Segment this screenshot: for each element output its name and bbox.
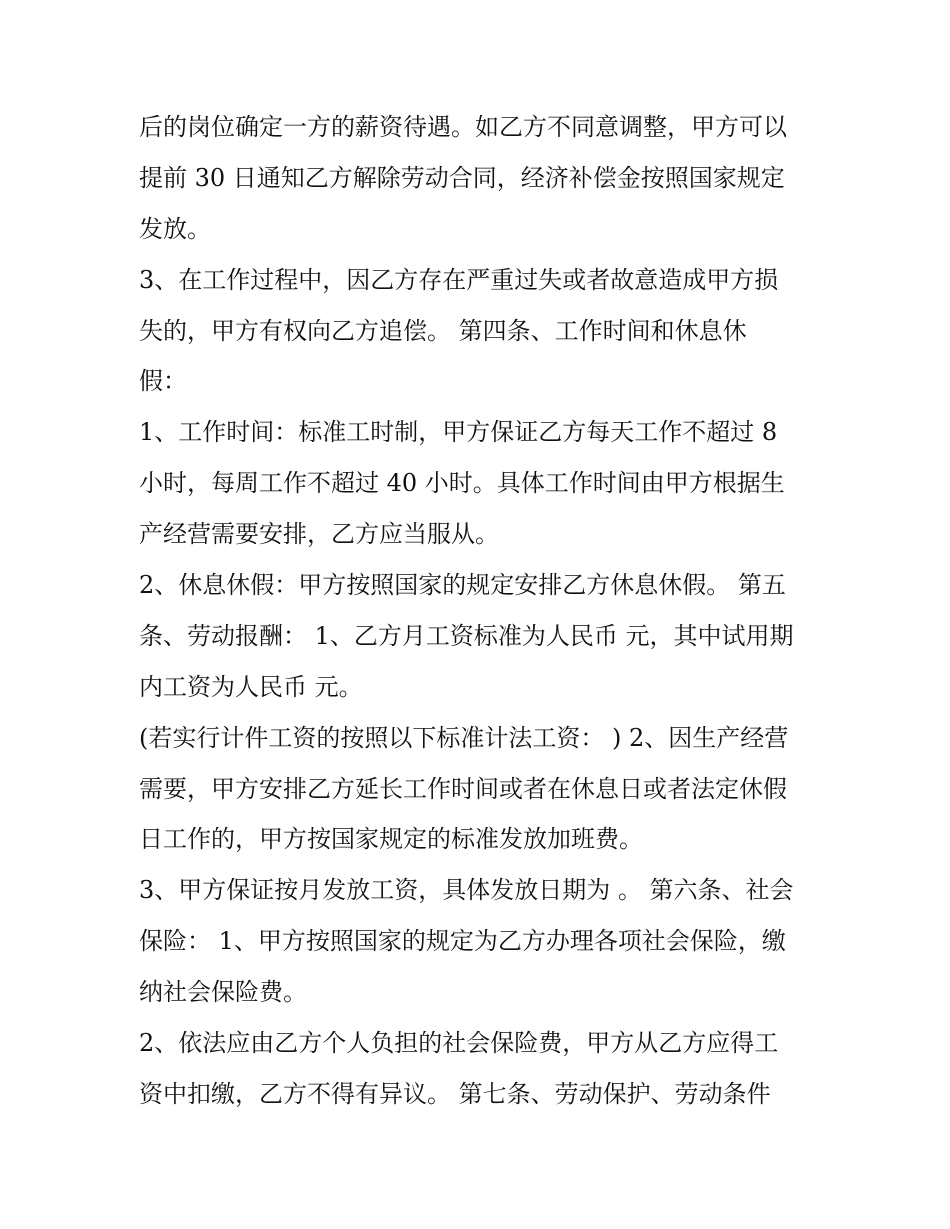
text-line: 3、在工作过程中，因乙方存在严重过失或者故意造成甲方损 <box>139 265 779 294</box>
text-line: 日工作的，甲方按国家规定的标准发放加班费。 <box>139 825 643 854</box>
text-line: 后的岗位确定一方的薪资待遇。如乙方不同意调整，甲方可以 <box>139 113 787 141</box>
text-line: 失的，甲方有权向乙方追偿。 第四条、工作时间和休息休 <box>139 316 747 345</box>
text-line: (若实行计件工资的按照以下标准计法工资： ) 2、因生产经营 <box>139 723 789 752</box>
text-line: 内工资为人民币 元。 <box>139 672 363 701</box>
text-line: 条、劳动报酬： 1、乙方月工资标准为人民币 元，其中试用期 <box>139 621 794 650</box>
text-line: 发放。 <box>139 214 211 243</box>
text-line: 2、依法应由乙方个人负担的社会保险费，甲方从乙方应得工 <box>139 1029 779 1058</box>
text-line: 资中扣缴，乙方不得有异议。 第七条、劳动保护、劳动条件 <box>139 1079 771 1108</box>
text-line: 产经营需要安排，乙方应当服从。 <box>139 520 499 549</box>
text-line: 需要，甲方安排乙方延长工作时间或者在休息日或者法定休假 <box>139 774 787 803</box>
contract-text-body <box>139 102 839 1120</box>
text-line: 小时，每周工作不超过 40 小时。具体工作时间由甲方根据生 <box>139 469 785 498</box>
text-line: 3、甲方保证按月发放工资，具体发放日期为 。 第六条、社会 <box>139 876 794 905</box>
text-line: 保险： 1、甲方按照国家的规定为乙方办理各项社会保险，缴 <box>139 927 786 956</box>
text-line: 假： <box>139 367 187 396</box>
text-line: 提前 30 日通知乙方解除劳动合同，经济补偿金按照国家规定 <box>139 163 785 192</box>
text-line: 纳社会保险费。 <box>139 978 307 1007</box>
text-line: 1、工作时间：标准工时制，甲方保证乙方每天工作不超过 8 <box>139 418 778 447</box>
text-line: 2、休息休假：甲方按照国家的规定安排乙方休息休假。 第五 <box>139 571 786 600</box>
